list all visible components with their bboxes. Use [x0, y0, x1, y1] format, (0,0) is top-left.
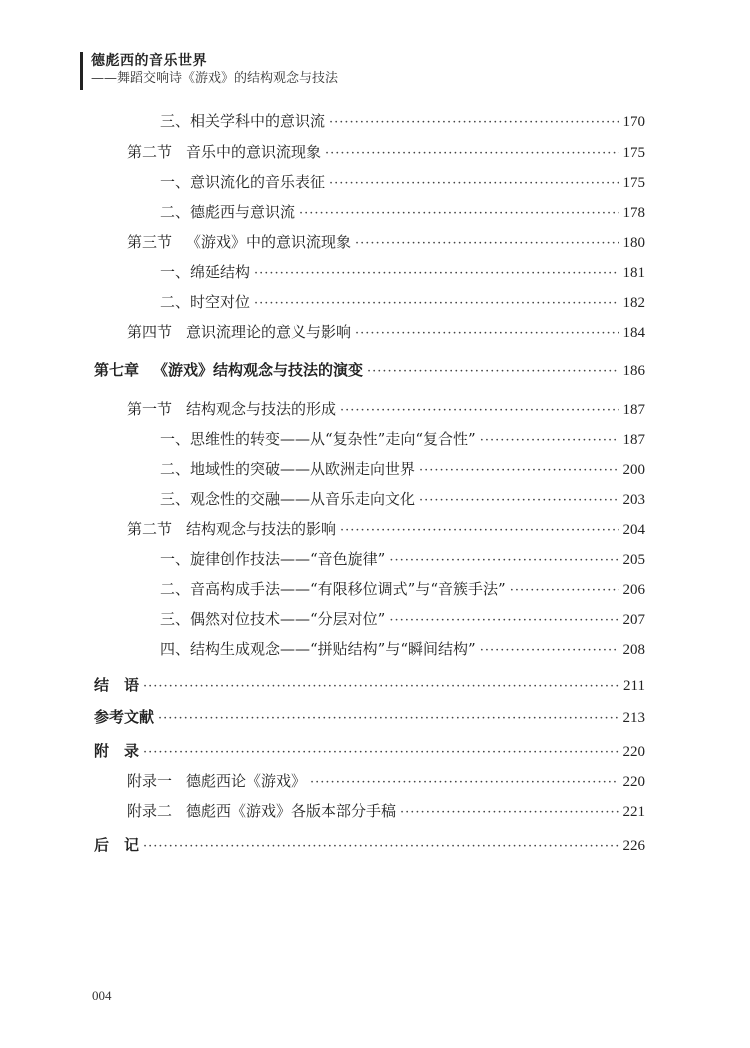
dot-leader	[419, 460, 618, 482]
toc-entry-title: 一、旋律创作技法——“音色旋律”	[160, 550, 386, 568]
toc-entry-number: 第七章	[94, 361, 140, 379]
toc-entry[interactable]	[94, 359, 645, 383]
toc-entry-page: 175	[622, 175, 645, 191]
toc-entry-title: 附 录	[94, 742, 140, 760]
dot-leader	[355, 233, 618, 255]
toc-entry-page: 180	[622, 235, 645, 251]
toc-entry-page: 226	[622, 838, 645, 854]
toc-entry[interactable]	[94, 706, 645, 730]
toc-entry-label	[160, 110, 325, 132]
dot-leader	[310, 772, 618, 794]
toc-entry-label	[160, 201, 295, 223]
toc-entry[interactable]	[160, 171, 645, 195]
toc-entry[interactable]	[127, 321, 645, 345]
toc-entry-label	[160, 428, 476, 450]
dot-leader	[254, 263, 618, 285]
toc-entry-label	[160, 261, 250, 283]
toc-entry-label	[160, 488, 415, 510]
toc-entry-page: 208	[622, 642, 645, 658]
toc-entry-label	[160, 638, 476, 660]
dot-leader	[367, 361, 618, 383]
dot-leader	[419, 490, 618, 512]
toc-row	[0, 458, 750, 480]
toc-row	[0, 321, 750, 343]
toc-entry-page: 181	[622, 265, 645, 281]
toc-entry-title: 一、思维性的转变——从“复杂性”走向“复合性”	[160, 430, 476, 448]
toc-entry-number: 第一节	[127, 400, 173, 418]
book-subtitle: ——舞蹈交响诗《游戏》的结构观念与技法	[91, 71, 339, 86]
toc-entry-page: 170	[622, 114, 645, 130]
toc-entry-page: 178	[622, 205, 645, 221]
toc-entry-page: 186	[622, 363, 645, 379]
toc-row	[0, 141, 750, 163]
toc-entry-page: 205	[622, 552, 645, 568]
toc-entry-page: 200	[622, 462, 645, 478]
toc-entry-page: 182	[622, 295, 645, 311]
toc-row	[0, 740, 750, 762]
toc-entry-page: 204	[622, 522, 645, 538]
book-title: 德彪西的音乐世界	[91, 53, 207, 69]
toc-row	[0, 548, 750, 570]
toc-entry-title: 二、德彪西与意识流	[160, 203, 296, 221]
toc-row	[0, 834, 750, 856]
toc-entry-title: 结构观念与技法的影响	[186, 520, 337, 538]
toc-entry-title: 结 语	[94, 676, 140, 694]
toc-row	[0, 608, 750, 630]
toc-entry-title: 后 记	[94, 836, 140, 854]
toc-entry[interactable]	[160, 201, 645, 225]
toc-entry-label	[94, 706, 154, 728]
toc-entry[interactable]	[94, 674, 645, 698]
dot-leader	[340, 520, 618, 542]
toc-row	[0, 261, 750, 283]
toc-entry[interactable]	[160, 638, 645, 662]
toc-entry-page: 187	[622, 402, 645, 418]
toc-entry-label	[160, 548, 385, 570]
toc-entry-label	[127, 800, 396, 822]
toc-row	[0, 638, 750, 660]
toc-entry[interactable]	[160, 548, 645, 572]
toc-entry[interactable]	[160, 578, 645, 602]
toc-entry-title: 二、音高构成手法——“有限移位调式”与“音簇手法”	[160, 580, 506, 598]
toc-entry-title: 意识流理论的意义与影响	[186, 323, 352, 341]
toc-entry-page: 206	[622, 582, 645, 598]
toc-entry-page: 184	[622, 325, 645, 341]
toc-row	[0, 518, 750, 540]
toc-entry[interactable]	[127, 800, 645, 824]
toc-entry[interactable]	[160, 458, 645, 482]
dot-leader	[143, 742, 618, 764]
toc-row	[0, 488, 750, 510]
toc-entry[interactable]	[127, 398, 645, 422]
toc-entry-page: 207	[622, 612, 645, 628]
toc-row	[0, 706, 750, 728]
toc-row	[0, 291, 750, 313]
dot-leader	[299, 203, 618, 225]
toc-entry[interactable]	[160, 110, 645, 134]
toc-entry[interactable]	[127, 141, 645, 165]
toc-entry-label	[127, 231, 351, 253]
toc-entry-page: 211	[623, 678, 645, 694]
toc-row	[0, 674, 750, 696]
dot-leader	[389, 550, 618, 572]
toc-row	[0, 110, 750, 132]
dot-leader	[329, 112, 618, 134]
dot-leader	[143, 836, 618, 858]
toc-entry-label	[160, 458, 415, 480]
dot-leader	[158, 708, 618, 730]
dot-leader	[480, 430, 619, 452]
toc-row	[0, 359, 750, 381]
toc-entry-title: 二、时空对位	[160, 293, 251, 311]
toc-row	[0, 428, 750, 450]
toc-entry-title: 一、绵延结构	[160, 263, 251, 281]
toc-entry-page: 220	[622, 774, 645, 790]
toc-entry-page: 220	[622, 744, 645, 760]
page-number: 004	[92, 988, 112, 1003]
toc-entry-label	[160, 291, 250, 313]
toc-entry-title: 德彪西论《游戏》	[186, 772, 307, 790]
toc-entry-title: 一、意识流化的音乐表征	[160, 173, 326, 191]
toc-row	[0, 201, 750, 223]
dot-leader	[400, 802, 618, 824]
dot-leader	[325, 143, 618, 165]
toc-entry-label	[127, 141, 321, 163]
toc-entry-number: 第二节	[127, 520, 173, 538]
toc-entry[interactable]	[160, 608, 645, 632]
toc-entry-title: 《游戏》结构观念与技法的演变	[153, 361, 364, 379]
toc-entry-label	[94, 359, 363, 381]
toc-entry-title: 参考文献	[94, 708, 155, 726]
toc-entry[interactable]	[127, 231, 645, 255]
toc-entry-title: 三、观念性的交融——从音乐走向文化	[160, 490, 416, 508]
toc-entry-number: 附录一	[127, 772, 173, 790]
toc-entry-number: 第四节	[127, 323, 173, 341]
toc-entry-number: 附录二	[127, 802, 173, 820]
toc-entry[interactable]	[94, 834, 645, 858]
toc-row	[0, 231, 750, 253]
toc-row	[0, 171, 750, 193]
toc-row	[0, 578, 750, 600]
dot-leader	[329, 173, 618, 195]
toc-entry-label	[127, 518, 336, 540]
dot-leader	[355, 323, 618, 345]
dot-leader	[389, 610, 618, 632]
toc-entry[interactable]	[94, 740, 645, 764]
toc-row	[0, 398, 750, 420]
toc-entry-title: 音乐中的意识流现象	[186, 143, 322, 161]
toc-entry-title: 结构观念与技法的形成	[186, 400, 337, 418]
toc-entry-label	[127, 398, 336, 420]
toc-entry-page: 221	[622, 804, 645, 820]
toc-entry-title: 三、偶然对位技术——“分层对位”	[160, 610, 386, 628]
toc-entry-title: 德彪西《游戏》各版本部分手稿	[186, 802, 397, 820]
toc-entry-label	[94, 740, 139, 762]
toc-entry-page: 203	[622, 492, 645, 508]
toc-entry-title: 四、结构生成观念——“拼贴结构”与“瞬间结构”	[160, 640, 476, 658]
toc-row	[0, 770, 750, 792]
toc-entry[interactable]	[160, 291, 645, 315]
toc-entry-page: 187	[622, 432, 645, 448]
toc-entry-page: 175	[622, 145, 645, 161]
toc-entry-label	[160, 578, 506, 600]
toc-entry-label	[94, 674, 139, 696]
dot-leader	[510, 580, 619, 602]
dot-leader	[143, 676, 619, 698]
dot-leader	[254, 293, 618, 315]
toc-entry[interactable]	[127, 770, 645, 794]
toc-row	[0, 800, 750, 822]
toc-entry-title: 二、地域性的突破——从欧洲走向世界	[160, 460, 416, 478]
toc-entry-label	[127, 321, 351, 343]
toc-entry[interactable]	[160, 488, 645, 512]
toc-entry-label	[127, 770, 306, 792]
dot-leader	[340, 400, 618, 422]
toc-entry[interactable]	[127, 518, 645, 542]
toc-entry-label	[160, 608, 385, 630]
toc-entry-number: 第二节	[127, 143, 173, 161]
toc-entry-number: 第三节	[127, 233, 173, 251]
toc-entry[interactable]	[160, 261, 645, 285]
toc-entry-title: 三、相关学科中的意识流	[160, 112, 326, 130]
toc-entry-label	[94, 834, 139, 856]
toc-entry-label	[160, 171, 325, 193]
toc-entry[interactable]	[160, 428, 645, 452]
toc-entry-title: 《游戏》中的意识流现象	[186, 233, 352, 251]
dot-leader	[480, 640, 619, 662]
toc-entry-page: 213	[622, 710, 645, 726]
